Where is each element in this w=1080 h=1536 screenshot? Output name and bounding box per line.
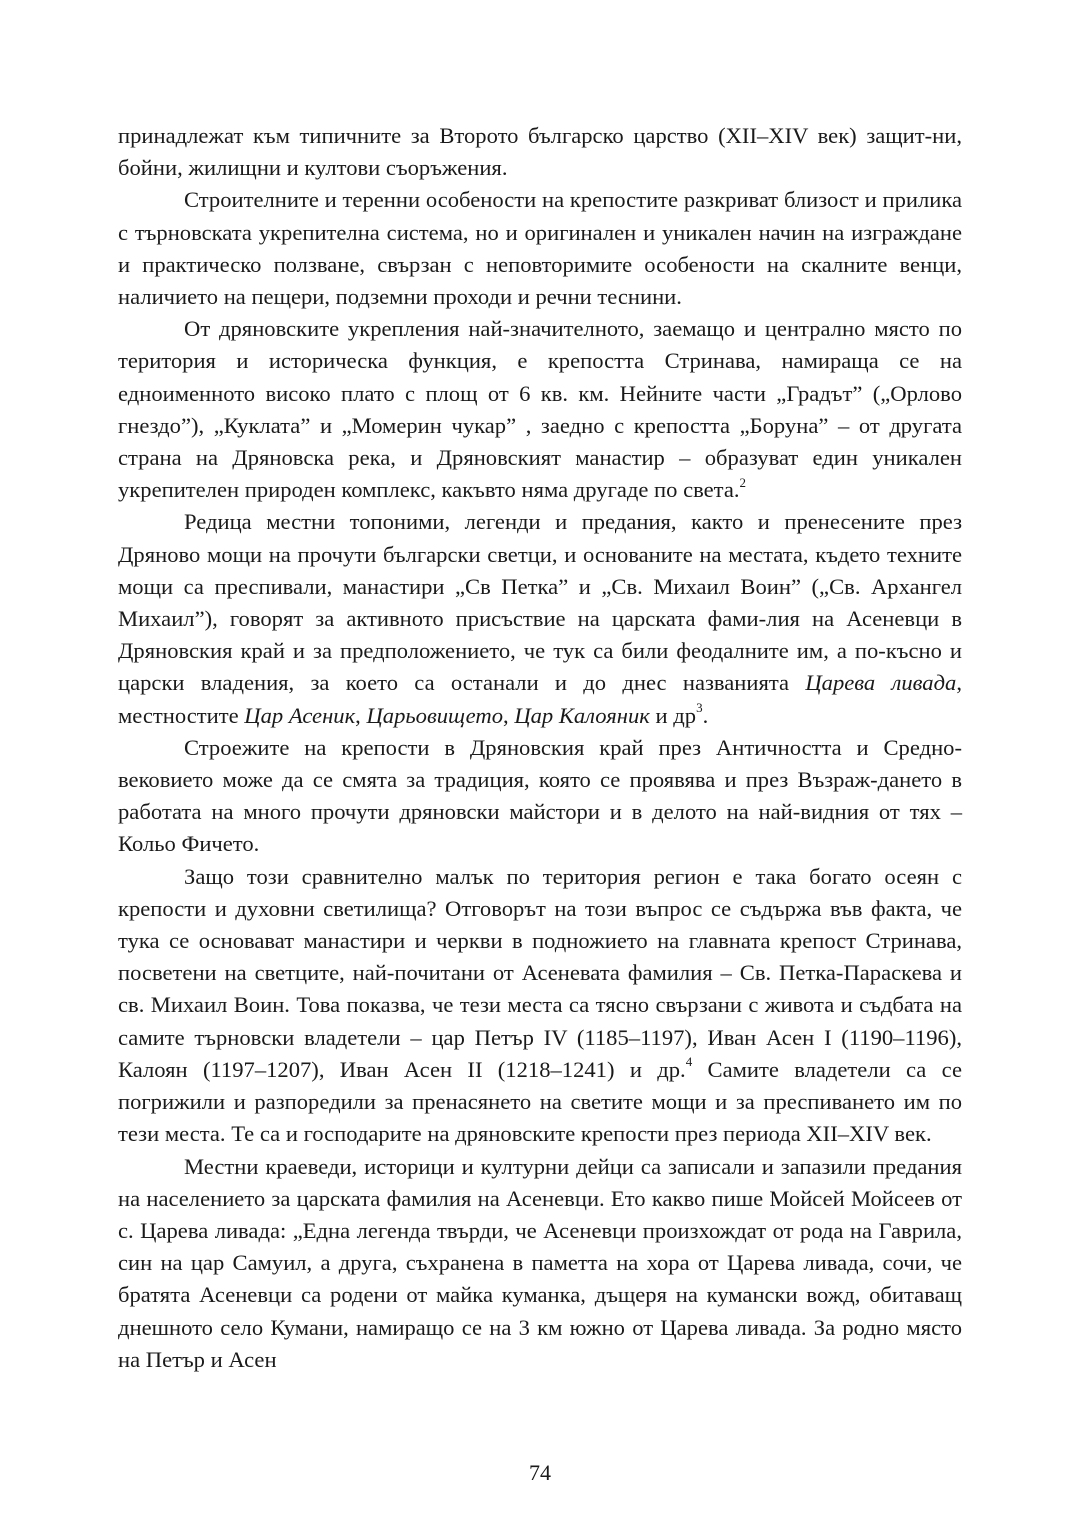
paragraph bbox=[118, 732, 962, 861]
paragraph bbox=[118, 861, 962, 1151]
italic-term: Цар Асеник bbox=[244, 702, 356, 728]
paragraph bbox=[118, 1151, 962, 1376]
text-run: Редица местни топоними, легенди и предания, както и пренесените през Дряново мощи на прочути български светци, и основаните на местата, където техните мощи са преспивали, манастири „Св Петка” и „Св. Михаил Воин” („Св. Архангел Михаил”), говорят за активното присъствие на царската фами-лия на Асеневци в Дряновския край и за предположението, че тук са били феодалните им, а по-късно и царски владения, за което са останали и до днес названията bbox=[118, 509, 962, 696]
text-run: , bbox=[503, 702, 515, 728]
paragraph bbox=[118, 506, 962, 731]
paragraph bbox=[118, 313, 962, 506]
text-run: Защо този сравнително малък по територия регион е така богато осеян с крепости и духовни светилища? Отговорът на този въпрос се съдържа във факта, че тука се основават манастири и черкви в подножието на главната крепост Стринава, посветени на светците, най-почитани от Асеневата фамилия – Св. Петка-Параскева и св. Михаил Воин. Това показва, че тези места са тясно свързани с живота и съдбата на самите търновски владетели – цар Петър IV (1185–1197), Иван Асен I (1190–1196), Калоян (1197–1207), Иван Асен II (1218–1241) и др. bbox=[118, 863, 962, 1082]
footnote-ref: 2 bbox=[739, 474, 747, 490]
text-run: Местни краеведи, историци и културни дейци са записали и запазили предания на населението за царската фамилия на Асеневци. Ето какво пише Мойсей Мойсеев от с. Царева ливада: „Една легенда твърди, че Асеневци произхождат от рода на Гаврила, син на цар Самуил, а друга, съхранена в паметта на хора от Царева ливада, сочи, че братята Асеневци са родени от майка куманка, дъщеря на кумански вожд, обитаващ днешното село Кумани, намиращо се на 3 км южно от Царева ливада. За родно място на Петър и Асен bbox=[118, 1153, 962, 1372]
text-run: . bbox=[702, 702, 709, 728]
footnote-ref: 4 bbox=[685, 1054, 693, 1070]
italic-term: Царева ливада bbox=[805, 670, 957, 696]
text-run: и др bbox=[649, 702, 697, 728]
text-run: , местностите bbox=[118, 670, 962, 728]
text-run: , bbox=[355, 702, 367, 728]
paragraph bbox=[118, 120, 962, 184]
text-run: Строежите на крепости в Дряновския край през Античността и Средно-вековието може да се смята за традиция, която се проявява и през Възраж-дането в работата на много прочути дряновски майстори и в делото на най-видния от тях – Кольо Фичето. bbox=[118, 734, 962, 857]
text-run: Самите владетели са се погрижили и разпоредили за пренасянето на светите мощи и за преспиването им по тези места. Те са и господарите на дряновските крепости през периода XII–XIV век. bbox=[118, 1056, 962, 1147]
text-run: принадлежат към типичните за Второто българско царство (XII–XIV век) защит-ни, бойни, жилищни и култови съоръжения. bbox=[118, 123, 962, 181]
italic-term: Цар Калояник bbox=[514, 702, 650, 728]
text-run: От дряновските укрепления най-значителното, заемащо и централно място по територия и историческа функция, е крепостта Стринава, намираща се на едноименното високо плато с площ от 6 кв. км. Нейните части „Градът” („Орлово гнездо”), „Куклата” и „Момерин чукар” , заедно с крепостта „Боруна” – от другата страна на Дряновска река, и Дряновският манастир – образуват един уникален укрепителен природен комплекс, какъвто няма другаде по света. bbox=[118, 316, 962, 503]
footnote-ref: 3 bbox=[696, 700, 703, 716]
page-number: 74 bbox=[529, 1460, 551, 1485]
text-run: Строителните и теренни особености на крепостите разкриват близост и прилика с търновската укрепителна система, но и оригинален и уникален начин на изграждане и практическо ползване, свързан с неповторимите особености на скалните венци, наличието на пещери, подземни проходи и речни теснини. bbox=[118, 187, 962, 310]
paragraph bbox=[118, 184, 962, 313]
italic-term: Царьовището bbox=[366, 702, 504, 728]
document-body bbox=[118, 120, 962, 1376]
